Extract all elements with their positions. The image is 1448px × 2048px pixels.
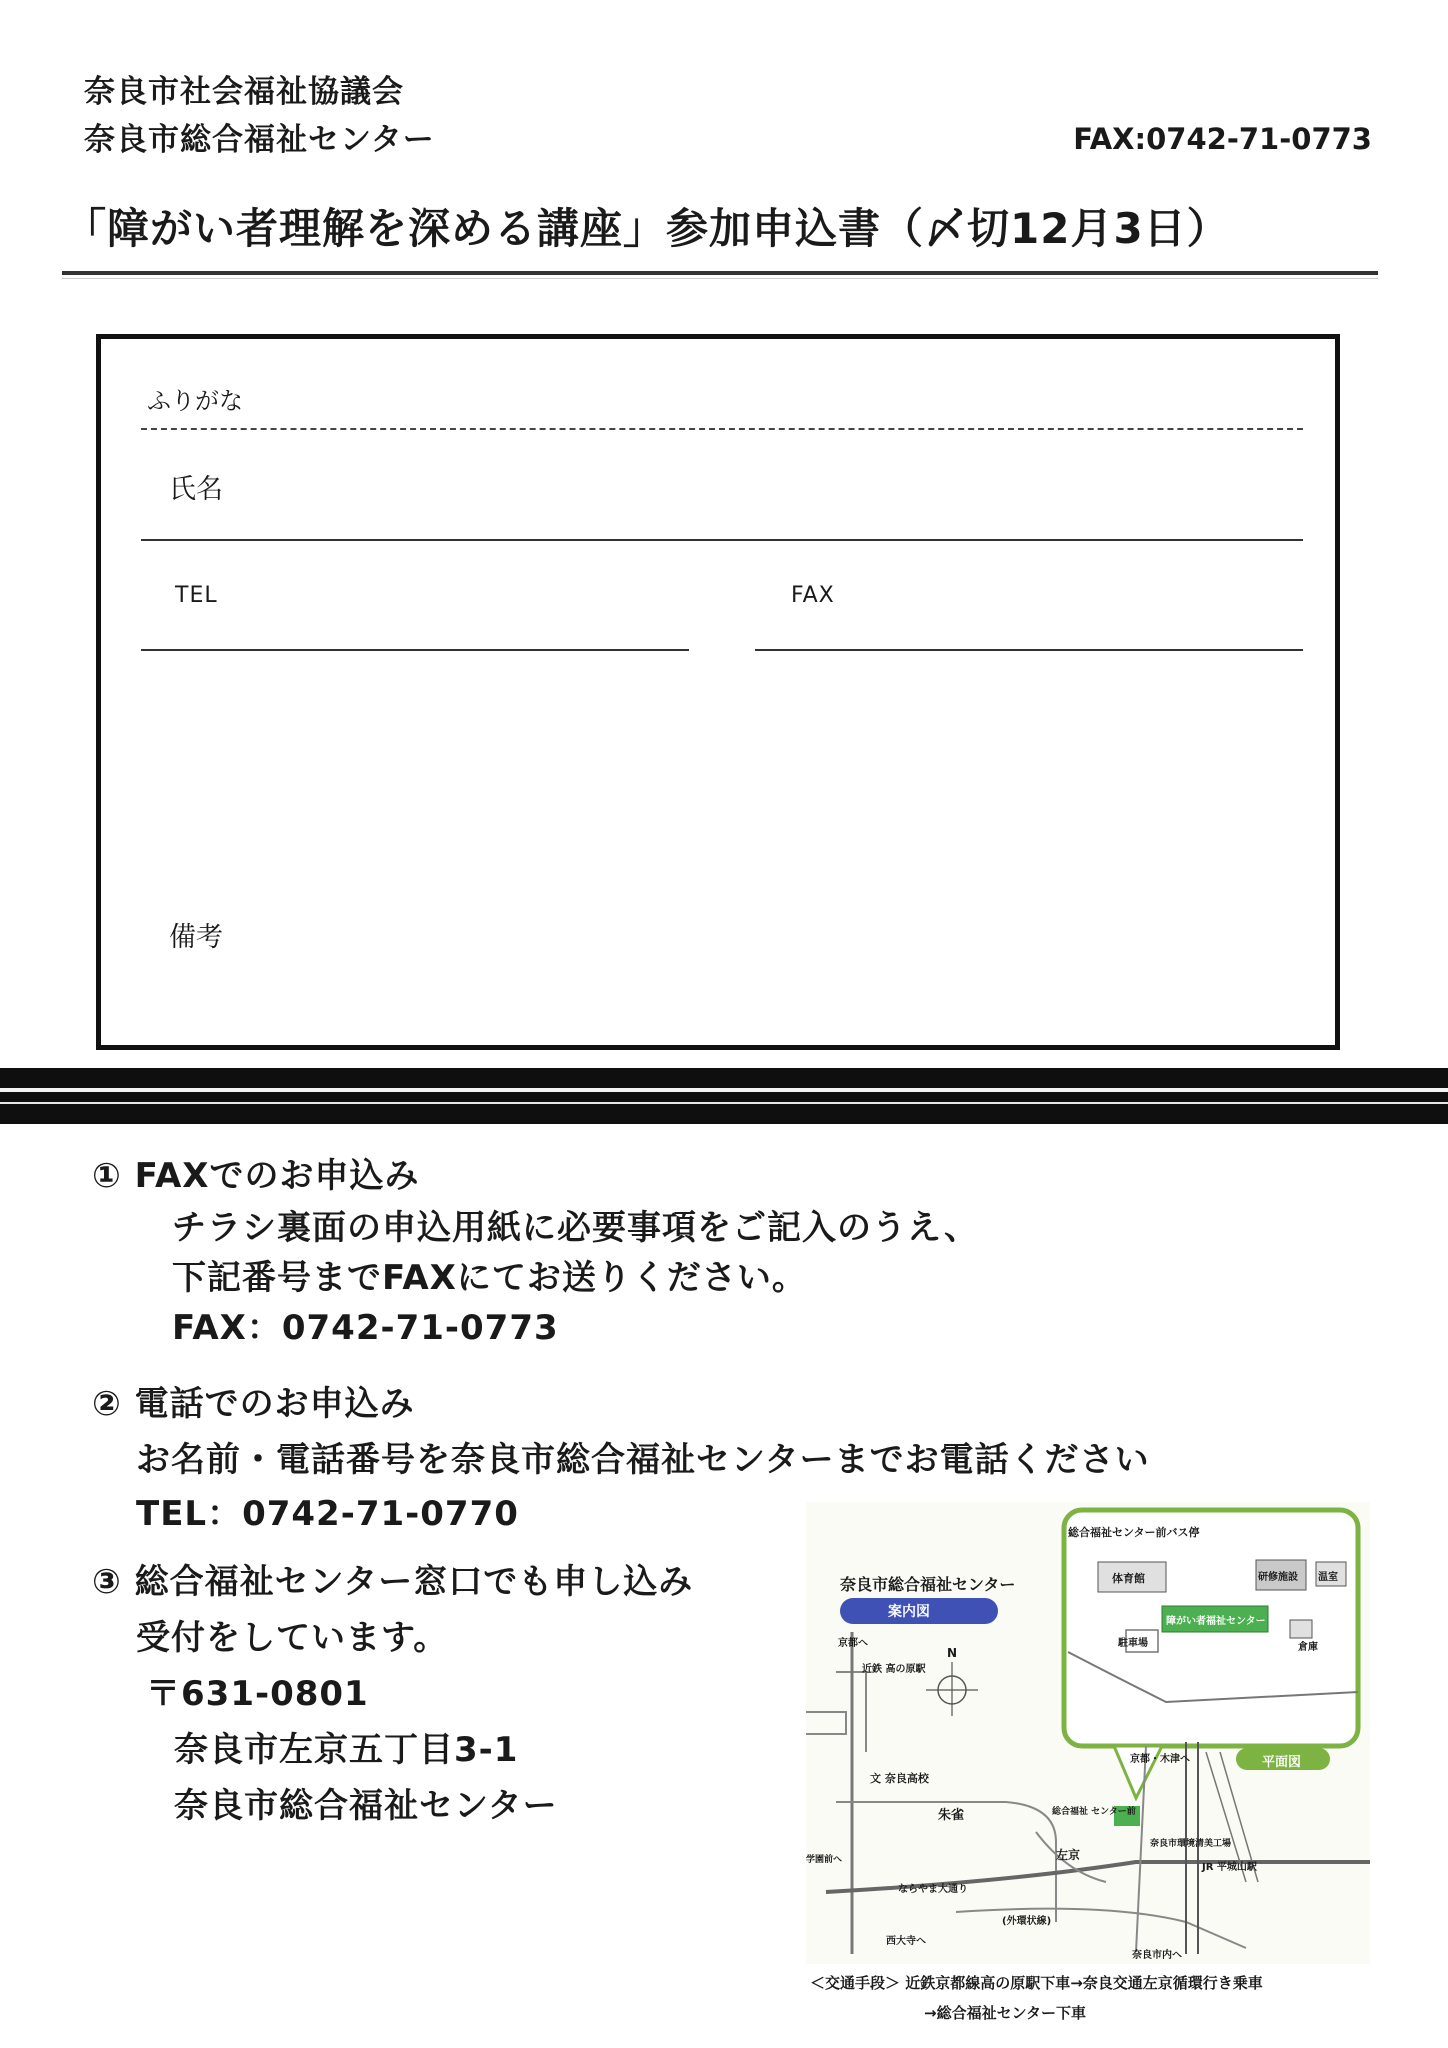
bus-stop-label: 総合福祉センター前バス停 [1068,1526,1200,1539]
narayama-road-label: ならやま大通り [898,1884,968,1895]
sakyo-label: 左京 [1056,1848,1081,1862]
method-phone-number: TEL：0742-71-0770 [136,1494,519,1534]
road-outer-ring [956,1909,1246,1948]
map-title: 奈良市総合福祉センター [840,1575,1016,1594]
fax-input-line[interactable] [755,649,1303,651]
kyoto-left-label: 京都へ [838,1638,868,1649]
address: 奈良市左京五丁目3-1 [174,1730,519,1770]
kyoto-kizu-label: 京都・木津へ [1130,1754,1190,1765]
plan-badge: 平面図 [1262,1755,1302,1770]
cleaning-plant-label: 奈良市環境清美工場 [1150,1839,1232,1849]
pool-label: 温室 [1318,1572,1338,1583]
method-fax-line1: チラシ裏面の申込用紙に必要事項をご記入のうえ、 [172,1208,980,1248]
saidaiji-label: 西大寺へ [886,1936,926,1947]
method-fax-heading: ① FAXでのお申込み [92,1156,420,1196]
road-west [806,1712,846,1734]
header-fax-number: FAX:0742-71-0773 [1073,122,1372,156]
access-map [806,1502,1370,1964]
jr-station-label: JR 平城山駅 [1202,1862,1257,1873]
furigana-input-line[interactable] [141,428,1303,430]
kintetsu-station-label: 近鉄 高の原駅 [862,1664,926,1675]
method-fax-line2: 下記番号までFAXにてお送りください。 [172,1258,807,1298]
nara-high-label: 文 奈良高校 [870,1772,929,1785]
title-underline-shadow [62,278,1378,279]
center-small-label: 総合福祉 センター前 [1052,1807,1136,1817]
storage-label: 倉庫 [1298,1642,1318,1653]
route-line1: ＜交通手段＞ 近鉄京都線高の原駅下車→奈良交通左京循環行き乗車 [810,1974,1263,1992]
gym-label: 体育館 [1112,1572,1145,1585]
nara-city-label: 奈良市内へ [1132,1950,1182,1961]
compass-cross [926,1662,978,1716]
org-name-line1: 奈良市社会福祉協議会 [84,74,404,110]
facility-name: 奈良市総合福祉センター [174,1786,558,1826]
fax-label: FAX [791,583,835,608]
furigana-label: ふりがな [147,387,243,415]
postal-code: 〒631-0801 [146,1674,369,1714]
separator-band-highlight [0,1088,1448,1092]
compass-north: N [947,1646,958,1660]
name-input-line[interactable] [141,539,1303,541]
method-counter-heading: ③ 総合福祉センター窓口でも申し込み [92,1562,694,1602]
storage-building [1290,1620,1312,1638]
name-label: 氏名 [169,474,223,505]
tel-label: TEL [175,583,218,608]
gakuen-label: 学園前へ [806,1855,843,1865]
title-underline [62,271,1378,275]
method-fax-number: FAX：0742-71-0773 [172,1308,559,1348]
center-building-label: 障がい者福祉センター [1166,1616,1266,1627]
method-counter-line1: 受付をしています。 [136,1618,449,1658]
suzaku-label: 朱雀 [938,1808,965,1823]
remarks-label: 備考 [169,922,223,953]
method-phone-line1: お名前・電話番号を奈良市総合福祉センターまでお電話ください [136,1440,1150,1480]
outer-ring-label: (外環状線) [1002,1916,1052,1927]
parking-label: 駐車場 [1118,1638,1148,1649]
separator-band [0,1068,1448,1124]
separator-band-highlight-2 [0,1102,1448,1104]
route-line2: →総合福祉センター下車 [924,2004,1086,2022]
application-form [96,334,1340,1050]
tel-input-line[interactable] [141,649,689,651]
method-phone-heading: ② 電話でのお申込み [92,1384,415,1424]
guide-badge: 案内図 [888,1604,930,1620]
remarks-area[interactable] [141,699,1303,1019]
form-title: 「障がい者理解を深める講座」参加申込書（〆切12月3日） [64,204,1230,253]
org-name-line2: 奈良市総合福祉センター [84,122,435,158]
training-label: 研修施設 [1258,1572,1298,1583]
